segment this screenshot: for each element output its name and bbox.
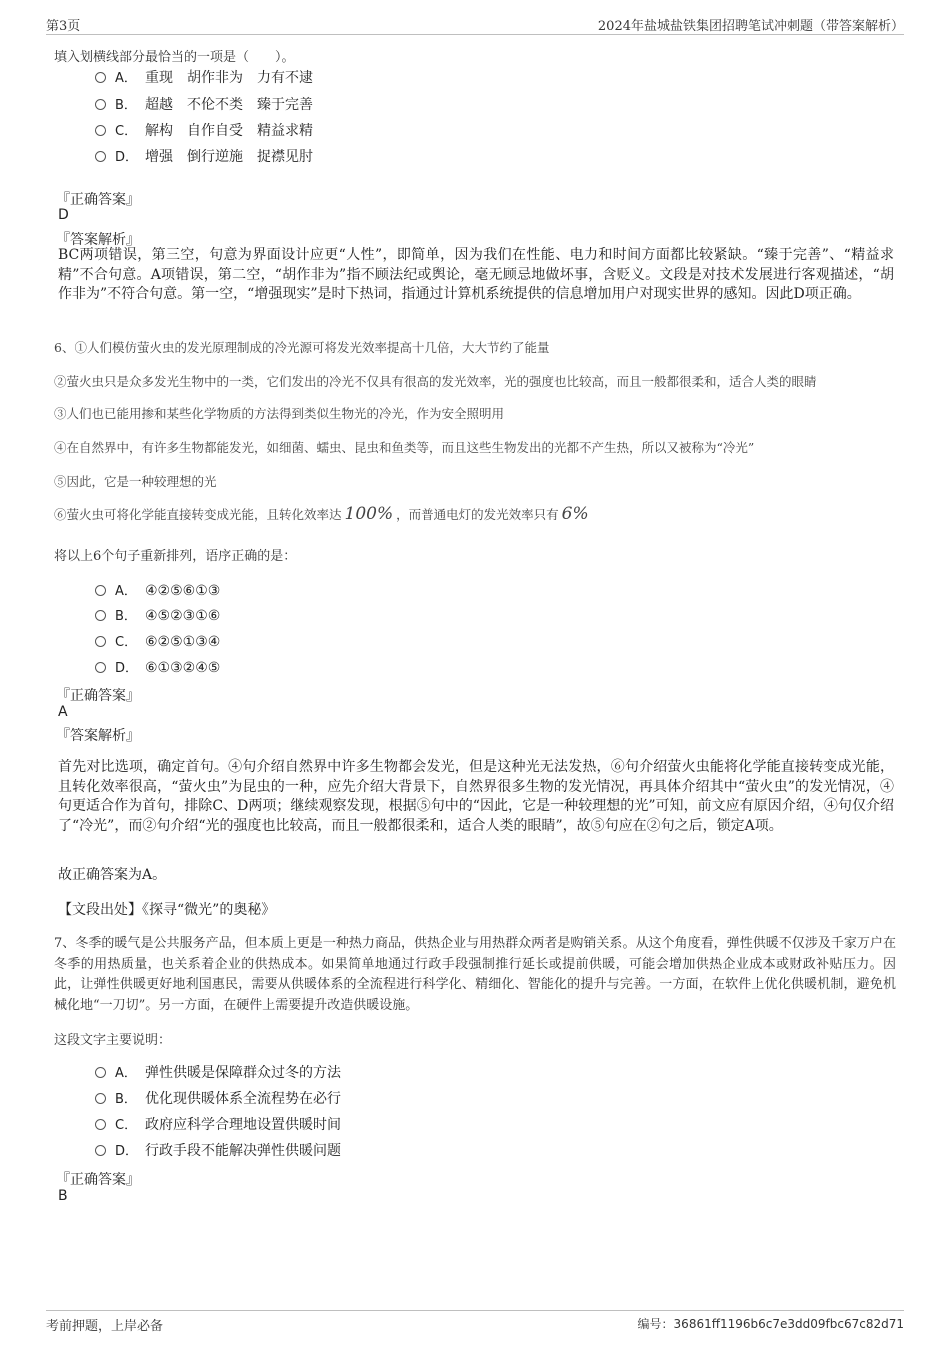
q7-prompt: 这段文字主要说明： <box>54 1033 172 1048</box>
radio-icon[interactable] <box>95 585 106 596</box>
efficiency-6-math: 6% <box>561 504 589 524</box>
radio-icon[interactable] <box>95 662 106 673</box>
option-label: C． <box>115 1118 138 1133</box>
radio-icon[interactable] <box>95 99 106 110</box>
option-label: D． <box>115 661 139 676</box>
q6-answer-title: 『正确答案』 <box>56 688 140 704</box>
option-label: D． <box>115 150 139 165</box>
q6-option-d[interactable] <box>95 657 220 677</box>
q6-conclusion: 故正确答案为A。 <box>58 867 167 883</box>
radio-icon[interactable] <box>95 72 106 83</box>
option-label: B． <box>115 1092 137 1107</box>
option-label: C． <box>115 635 138 650</box>
q5-stem: 填入划横线部分最恰当的一项是（ ）。 <box>54 50 295 65</box>
radio-icon[interactable] <box>95 610 106 621</box>
q6-sentence-2: ②萤火虫只是众多发光生物中的一类，它们发出的冷光不仅具有很高的发光效率，光的强度也比较高，而且一般都很柔和，适合人类的眼睛 <box>54 374 817 389</box>
q5-option-b[interactable] <box>95 94 313 114</box>
option-text: ⑥①③②④⑤ <box>145 660 221 676</box>
efficiency-100-math: 100% <box>344 504 394 524</box>
q5-option-a[interactable] <box>95 67 313 87</box>
option-label: A． <box>115 584 137 599</box>
q6-answer: A <box>58 704 68 720</box>
option-text: ⑥②⑤①③④ <box>145 634 221 650</box>
q6-option-a[interactable] <box>95 580 220 600</box>
q6-sentence-4: ④在自然界中，有许多生物都能发光，如细菌、蠕虫、昆虫和鱼类等，而且这些生物发出的光都不产生热，所以又被称为“冷光” <box>54 440 755 455</box>
q7-answer: B <box>58 1188 68 1204</box>
q5-option-d[interactable] <box>95 146 313 166</box>
q7-option-b[interactable] <box>95 1088 341 1108</box>
option-label: A． <box>115 1066 137 1081</box>
option-text: 弹性供暖是保障群众过冬的方法 <box>145 1065 341 1081</box>
document-id: 编号：36861ff1196b6c7e3dd09fbc67c82d71 <box>637 1317 904 1331</box>
option-text: 行政手段不能解决弹性供暖问题 <box>145 1143 341 1159</box>
radio-icon[interactable] <box>95 125 106 136</box>
q6-option-b[interactable] <box>95 605 220 625</box>
page-header <box>46 14 904 35</box>
radio-icon[interactable] <box>95 1093 106 1104</box>
q6-analysis: 首先对比选项，确定首句。④句介绍自然界中许多生物都会发光，但是这种光无法发热，⑥句介绍萤火虫能将化学能直接转变成光能，且转化效率很高，“萤火虫”为昆虫的一种，应先介绍大背景下，自然界很多生物的发光情况，再具体介绍其中“萤火虫”的发光情况，④句更适合作为首句，排除C、D两项；继续观察发现，根据⑤句中的“因此，它是一种较理想的光”可知，前文应有原因介绍，④句仅介绍了“冷光”，而②句介绍“光的强度也比较高，而且一般都很柔和，适合人类的眼睛”，故⑤句应在②句之后，锁定A项。 <box>58 759 894 834</box>
radio-icon[interactable] <box>95 1119 106 1130</box>
option-label: A． <box>115 71 137 86</box>
option-label: D． <box>115 1144 139 1159</box>
q6-analysis-title: 『答案解析』 <box>56 728 140 744</box>
q5-analysis-title: 『答案解析』 <box>56 232 140 248</box>
page-footer <box>46 1310 904 1335</box>
q7-option-d[interactable] <box>95 1140 341 1160</box>
q6-sentence-3: ③人们也已能用掺和某些化学物质的方法得到类似生物光的冷光，作为安全照明用 <box>54 406 505 421</box>
q7-option-a[interactable] <box>95 1062 341 1082</box>
option-text: 优化现供暖体系全流程势在必行 <box>145 1091 341 1107</box>
q7-option-c[interactable] <box>95 1114 341 1134</box>
option-label: B． <box>115 98 137 113</box>
option-text: 重现 胡作非为 力有不逮 <box>145 70 313 86</box>
q6-source: 【文段出处】《探寻“微光”的奥秘》 <box>58 902 276 918</box>
document-title: 2024年盐城盐铁集团招聘笔试冲刺题（带答案解析） <box>597 19 904 34</box>
option-label: B． <box>115 609 137 624</box>
q5-option-c[interactable] <box>95 120 313 140</box>
option-text: 增强 倒行逆施 捉襟见肘 <box>145 149 313 165</box>
q6-sentence-1: 6、①人们模仿萤火虫的发光原理制成的冷光源可将发光效率提高十几倍，大大节约了能量 <box>54 340 550 355</box>
q6-sentence-5: ⑤因此，它是一种较理想的光 <box>54 474 217 489</box>
q5-answer-title: 『正确答案』 <box>56 192 140 208</box>
q5-answer: D <box>58 207 69 223</box>
radio-icon[interactable] <box>95 151 106 162</box>
footer-slogan: 考前押题，上岸必备 <box>46 1319 164 1334</box>
q7-answer-title: 『正确答案』 <box>56 1172 140 1188</box>
option-text: ④⑤②③①⑥ <box>145 608 221 624</box>
option-text: ④②⑤⑥①③ <box>145 583 221 599</box>
q7-passage: 7、冬季的暖气是公共服务产品，但本质上更是一种热力商品，供热企业与用热群众两者是购销关系。从这个角度看，弹性供暖不仅涉及千家万户在冬季的用热质量，也关系着企业的供热成本。如果简单地通过行政手段强制推行延长或提前供暖，可能会增加供热企业成本或财政补贴压力。因此，让弹性供暖更好地利国惠民，需要从供暖体系的全流程进行科学化、精细化、智能化的提升与完善。一方面，在软件上优化供暖机制，避免机械化地“一刀切”。另一方面，在硬件上需要提升改造供暖设施。 <box>54 936 896 1013</box>
option-text: 政府应科学合理地设置供暖时间 <box>145 1117 341 1133</box>
radio-icon[interactable] <box>95 1145 106 1156</box>
q6-sentence-6-part-a: ⑥萤火虫可将化学能直接转变成光能，且转化效率达 <box>54 507 342 522</box>
radio-icon[interactable] <box>95 636 106 647</box>
radio-icon[interactable] <box>95 1067 106 1078</box>
q6-prompt: 将以上6个句子重新排列，语序正确的是： <box>54 549 297 564</box>
option-text: 超越 不伦不类 臻于完善 <box>145 97 313 113</box>
q5-analysis: BC两项错误，第三空，句意为界面设计应更“人性”，即简单，因为我们在性能、电力和时间方面都比较紧缺。“臻于完善”、“精益求精”不合句意。A项错误，第二空，“胡作非为”指不顾法纪或舆论，毫无顾忌地做坏事，含贬义。文段是对技术发展进行客观描述，“胡作非为”不符合句意。第一空，“增强现实”是时下热词，指通过计算机系统提供的信息增加用户对现实世界的感知。因此D项正确。 <box>58 247 894 302</box>
option-text: 解构 自作自受 精益求精 <box>145 123 313 139</box>
q6-sentence-6-part-b: ，而普通电灯的发光效率只有 <box>396 507 559 522</box>
option-label: C． <box>115 124 138 139</box>
page-number: 第3页 <box>46 19 81 34</box>
q6-sentence-6 <box>54 504 592 524</box>
q6-option-c[interactable] <box>95 631 220 651</box>
